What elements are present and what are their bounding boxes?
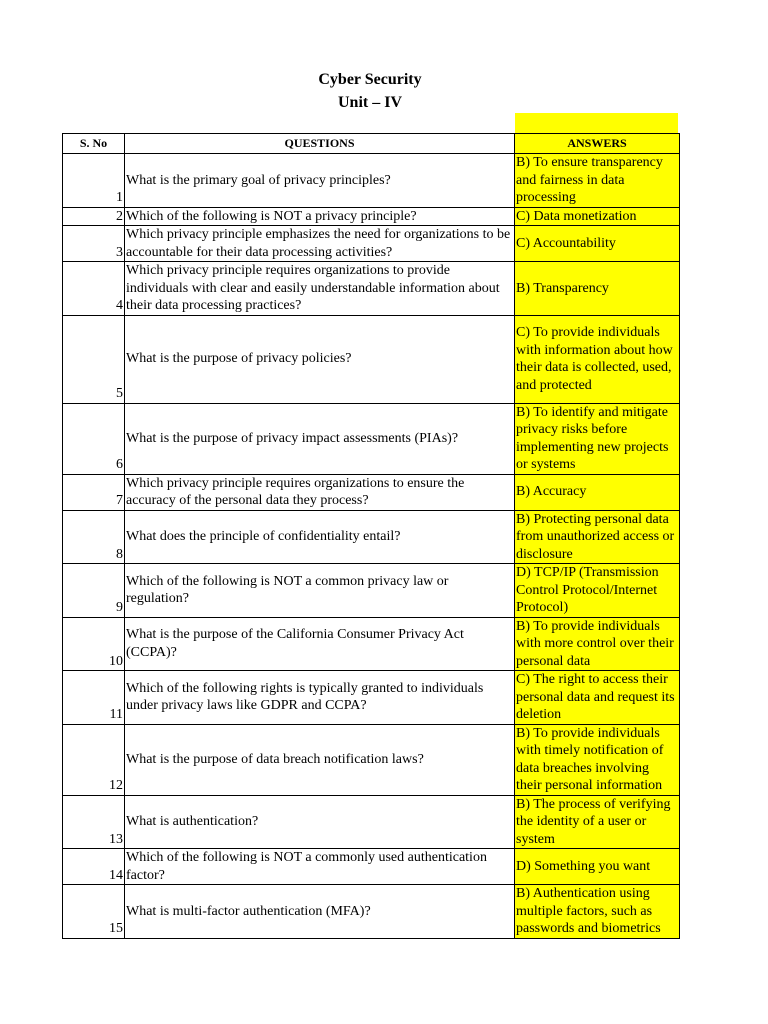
question-cell: What does the principle of confidentiality entail? — [125, 510, 515, 564]
header-sno: S. No — [63, 134, 125, 154]
table-row — [63, 617, 680, 671]
table-row — [63, 795, 680, 849]
table-row — [63, 262, 680, 316]
row-number: 4 — [63, 262, 125, 316]
answer-cell: B) To identify and mitigate privacy risks before implementing new projects or systems — [515, 403, 680, 474]
answer-cell: B) The process of verifying the identity of a user or system — [515, 795, 680, 849]
row-number: 14 — [63, 849, 125, 885]
answer-cell: B) Protecting personal data from unauthorized access or disclosure — [515, 510, 680, 564]
table-row — [63, 885, 680, 939]
question-cell: Which privacy principle requires organizations to provide individuals with clear and easily understandable information about their data processing practices? — [125, 262, 515, 316]
question-cell: What is authentication? — [125, 795, 515, 849]
question-cell: Which of the following is NOT a privacy principle? — [125, 207, 515, 226]
question-cell: What is the purpose of privacy impact assessments (PIAs)? — [125, 403, 515, 474]
table-header-row — [63, 134, 680, 154]
document-subtitle: Unit – IV — [337, 94, 402, 111]
table-row — [63, 207, 680, 226]
question-cell: Which of the following is NOT a commonly used authentication factor? — [125, 849, 515, 885]
answer-cell: B) Accuracy — [515, 474, 680, 510]
questions-table — [62, 133, 680, 939]
table-row — [63, 510, 680, 564]
header-questions: QUESTIONS — [125, 134, 515, 154]
table-row — [63, 154, 680, 208]
answer-cell: C) Data monetization — [515, 207, 680, 226]
header-answers: ANSWERS — [515, 134, 680, 154]
row-number: 15 — [63, 885, 125, 939]
answer-cell: C) The right to access their personal data and request its deletion — [515, 671, 680, 725]
question-cell: What is multi-factor authentication (MFA)? — [125, 885, 515, 939]
table-row — [63, 403, 680, 474]
question-cell: What is the primary goal of privacy principles? — [125, 154, 515, 208]
row-number: 13 — [63, 795, 125, 849]
question-cell: Which privacy principle emphasizes the need for organizations to be accountable for their data processing activities? — [125, 226, 515, 262]
answer-cell: C) To provide individuals with information about how their data is collected, used, and protected — [515, 315, 680, 403]
table-row — [63, 564, 680, 618]
answer-cell: B) To provide individuals with more control over their personal data — [515, 617, 680, 671]
row-number: 11 — [63, 671, 125, 725]
row-number: 9 — [63, 564, 125, 618]
question-cell: What is the purpose of data breach notification laws? — [125, 724, 515, 795]
row-number: 7 — [63, 474, 125, 510]
question-cell: Which privacy principle requires organizations to ensure the accuracy of the personal data they process? — [125, 474, 515, 510]
question-cell: Which of the following rights is typically granted to individuals under privacy laws like GDPR and CCPA? — [125, 671, 515, 725]
row-number: 8 — [63, 510, 125, 564]
question-cell: What is the purpose of privacy policies? — [125, 315, 515, 403]
table-row — [63, 724, 680, 795]
answers-highlight-strip — [515, 113, 678, 134]
table-row — [63, 849, 680, 885]
row-number: 5 — [63, 315, 125, 403]
table-row — [63, 226, 680, 262]
answer-cell: D) Something you want — [515, 849, 680, 885]
question-cell: Which of the following is NOT a common privacy law or regulation? — [125, 564, 515, 618]
table-row — [63, 671, 680, 725]
answer-cell: B) To provide individuals with timely notification of data breaches involving their personal information — [515, 724, 680, 795]
document-title: Cyber Security — [318, 71, 422, 88]
row-number: 2 — [63, 207, 125, 226]
answer-cell: B) Authentication using multiple factors, such as passwords and biometrics — [515, 885, 680, 939]
row-number: 1 — [63, 154, 125, 208]
table-row — [63, 474, 680, 510]
row-number: 10 — [63, 617, 125, 671]
question-cell: What is the purpose of the California Consumer Privacy Act (CCPA)? — [125, 617, 515, 671]
row-number: 3 — [63, 226, 125, 262]
answer-cell: C) Accountability — [515, 226, 680, 262]
row-number: 12 — [63, 724, 125, 795]
table-row — [63, 315, 680, 403]
answer-cell: D) TCP/IP (Transmission Control Protocol/Internet Protocol) — [515, 564, 680, 618]
answer-cell: B) Transparency — [515, 262, 680, 316]
row-number: 6 — [63, 403, 125, 474]
answer-cell: B) To ensure transparency and fairness in data processing — [515, 154, 680, 208]
